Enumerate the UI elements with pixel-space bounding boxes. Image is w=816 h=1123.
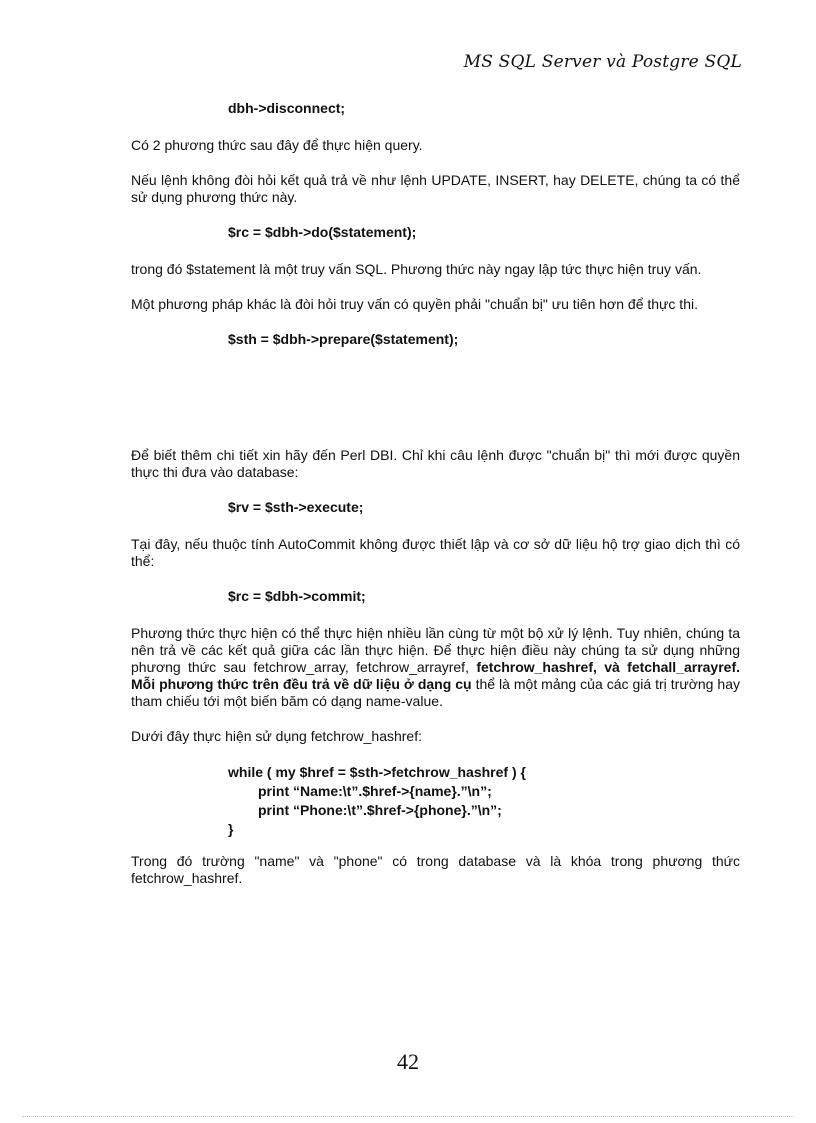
- paragraph-2: Nếu lệnh không đòi hỏi kết quả trả về như lệnh UPDATE, INSERT, hay DELETE, chúng ta có thể sử dụng phương thức này.: [131, 172, 740, 205]
- paragraph-7-end: thể là một mảng của các giá trị trường hay tham chiếu tới một biến băm có dạng name-value.: [131, 676, 740, 709]
- footer-divider: [22, 1116, 794, 1117]
- paragraph-9: Trong đó trường "name" và "phone" có trong database và là khóa trong phương thức fetchrow_hashref.: [131, 853, 740, 886]
- page-content: [131, 100, 740, 887]
- code-do: $rc = $dbh->do($statement);: [228, 224, 417, 240]
- code-loop-line-4: }: [228, 821, 234, 837]
- paragraph-8: Dưới đây thực hiện sử dụng fetchrow_hashref:: [131, 728, 422, 744]
- paragraph-5: Để biết thêm chi tiết xin hãy đến Perl DBI. Chỉ khi câu lệnh được "chuẩn bị" thì mới được quyền thực thi đưa vào database:: [131, 447, 740, 480]
- code-loop: [228, 763, 740, 839]
- code-loop-line-3: print “Phone:\t”.$href->{phone}.”\n”;: [258, 802, 502, 818]
- code-loop-line-1: while ( my $href = $sth->fetchrow_hashref ) {: [228, 764, 526, 780]
- paragraph-7-text: Phương thức thực hiện có thể thực hiện nhiều lần cùng từ một bộ xử lý lệnh. Tuy nhiên, chúng ta nên trả về các kết quả giữa các lần thực hiện. Để thực hiện điều này chúng ta sử dụng những phương thức sau fetchrow_array, fetchrow_arrayref,: [131, 625, 740, 675]
- paragraph-4: Một phương pháp khác là đòi hỏi truy vấn có quyền phải "chuẩn bị" ưu tiên hơn để thực thi.: [131, 296, 698, 312]
- paragraph-7-bold: fetchrow_hashref, và fetchall_arrayref. Mỗi phương thức trên đều trả về dữ liệu ở dạng cụ: [131, 659, 741, 692]
- code-disconnect: dbh->disconnect;: [228, 100, 346, 116]
- code-execute: $rv = $sth->execute;: [228, 499, 364, 515]
- page-number: 42: [397, 1049, 419, 1074]
- paragraph-3: trong đó $statement là một truy vấn SQL. Phương thức này ngay lập tức thực hiện truy vấn.: [131, 261, 702, 277]
- paragraph-6: Tại đây, nếu thuộc tính AutoCommit không được thiết lập và cơ sở dữ liệu hộ trợ giao dịch thì có thể:: [131, 536, 740, 569]
- code-prepare: $sth = $dbh->prepare($statement);: [228, 331, 459, 347]
- code-loop-line-2: print “Name:\t”.$href->{name}.”\n”;: [258, 783, 492, 799]
- paragraph-1: Có 2 phương thức sau đây để thực hiện query.: [131, 137, 423, 153]
- code-commit: $rc = $dbh->commit;: [228, 588, 366, 604]
- running-header: MS SQL Server và Postgre SQL: [463, 52, 742, 72]
- paragraph-7: [131, 625, 740, 710]
